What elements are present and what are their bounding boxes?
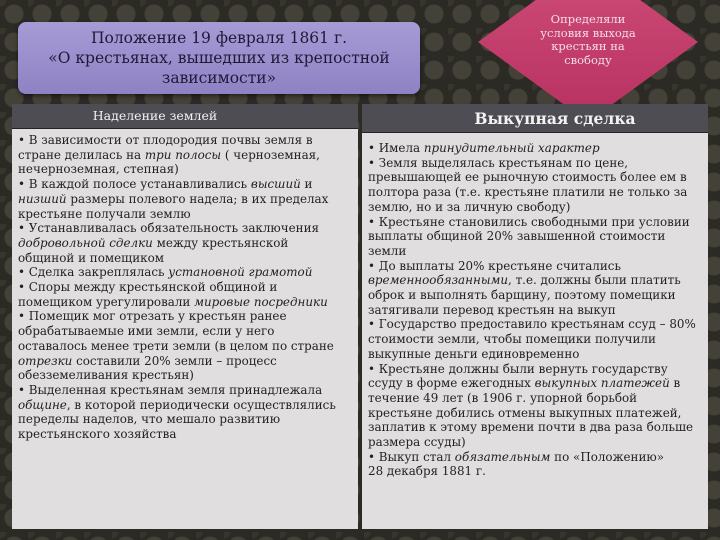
text-run: полтора раза (т.е. крестьяне платили не только за: [368, 185, 688, 200]
text-line: [18, 309, 352, 324]
text-run: общиной и помещиком: [18, 250, 164, 265]
text-run: • Выделенная крестьянам земля принадлежала: [18, 382, 323, 397]
text-run: • Помещик мог отрезать у крестьян ранее: [18, 309, 287, 324]
text-line: [368, 215, 702, 230]
text-line: [368, 406, 702, 421]
text-run: переделы наделов, что мешало развитию: [18, 412, 281, 427]
text-run: • Сделка закреплялась: [18, 265, 169, 280]
text-run: • Крестьяне должны были вернуть государству: [368, 361, 668, 376]
redemption-deal-header: Выкупная сделка: [362, 104, 708, 133]
text-run: , в которой периодически осуществлялись: [66, 397, 336, 412]
text-line: [368, 376, 702, 391]
text-line: [18, 148, 352, 163]
text-run: ( черноземная,: [221, 147, 320, 162]
text-line: [368, 259, 702, 274]
text-line: [18, 368, 352, 383]
callout-line: свободу: [564, 52, 612, 67]
text-run: обезземеливания крестьян): [18, 368, 194, 383]
redemption-deal-panel: [362, 104, 708, 528]
italic-text: установной грамотой: [168, 265, 313, 280]
text-run: землю, но и за личную свободу): [368, 199, 571, 214]
text-line: [18, 398, 352, 413]
text-run: выкупные деньги единовременно: [368, 346, 580, 361]
text-run: по «Положению»: [550, 449, 665, 464]
text-run: стоимости земли, чтобы помещики получили: [368, 332, 656, 347]
text-line: [18, 324, 352, 339]
text-run: и: [300, 177, 313, 192]
text-run: помещиком урегулировали: [18, 294, 195, 309]
title-line: Положение 19 февраля 1861 г.: [90, 29, 348, 47]
callout-line: крестьян на: [551, 39, 625, 53]
text-line: [368, 347, 702, 362]
text-run: • В каждой полосе устанавливались: [18, 177, 251, 192]
text-line: [18, 412, 352, 427]
text-run: • Устанавливалась обязательность заключения: [18, 221, 320, 236]
text-line: [368, 435, 702, 450]
text-run: выплаты общиной 20% завышенной стоимости: [368, 229, 666, 244]
land-allocation-body: [12, 129, 358, 529]
text-run: заплатив к этому времени почти в два раза больше: [368, 420, 694, 435]
title-line: зависимости»: [161, 69, 277, 87]
text-line: [368, 141, 702, 156]
text-run: между крестьянской: [152, 235, 289, 250]
text-run: , т.е. должны были платить: [508, 273, 681, 288]
text-line: [368, 200, 702, 215]
italic-text: три полосы: [144, 147, 222, 162]
text-line: [18, 280, 352, 295]
text-run: земли: [368, 243, 407, 258]
text-line: [368, 273, 702, 288]
text-run: • Имела: [368, 141, 424, 155]
text-run: обрабатываемые ими земли, если у него: [18, 324, 275, 339]
text-run: оставалось менее трети земли (в целом по стране: [18, 338, 334, 353]
text-line: [368, 464, 702, 479]
redemption-deal-body: [362, 133, 708, 529]
title-box: [18, 22, 420, 94]
callout-line: Определяли: [550, 12, 626, 26]
text-run: затягивали перевод крестьян на выкуп: [368, 302, 616, 317]
text-run: • В зависимости от плодородия почвы земля в: [18, 133, 313, 147]
text-run: 28 декабря 1881 г.: [368, 464, 486, 479]
text-run: • Земля выделялась крестьянам по цене,: [368, 155, 629, 170]
text-line: [368, 391, 702, 406]
text-line: [18, 236, 352, 251]
land-allocation-panel: [12, 104, 358, 528]
text-line: [18, 207, 352, 222]
text-run: • Споры между крестьянской общиной и: [18, 280, 278, 295]
text-run: нечерноземная, степная): [18, 162, 179, 177]
title-line: «О крестьянах, вышедших из крепостной: [48, 49, 390, 67]
italic-text: обязательным: [454, 449, 551, 464]
callout-text: [518, 13, 658, 67]
text-run: ссуду в форме ежегодных: [368, 376, 535, 391]
text-run: стране делилась на: [18, 147, 145, 162]
text-run: крестьяне получали землю: [18, 206, 191, 221]
italic-text: принудительный характер: [423, 141, 600, 155]
text-line: [18, 295, 352, 310]
text-line: [368, 185, 702, 200]
text-run: превышающей ее рыночную стоимость более ем в: [368, 170, 687, 185]
italic-text: добровольной сделки: [18, 235, 153, 250]
text-run: • До выплаты 20% крестьяне считались: [368, 258, 621, 273]
text-line: [368, 288, 702, 303]
text-line: [18, 133, 352, 148]
text-line: [368, 317, 702, 332]
text-line: [368, 244, 702, 259]
italic-text: низший: [18, 191, 67, 206]
italic-text: отрезки: [18, 353, 73, 368]
text-line: [18, 427, 352, 442]
text-line: [368, 156, 702, 171]
italic-text: выкупных платежей: [534, 376, 670, 391]
text-run: • Государство предоставило крестьянам ссуд – 80%: [368, 317, 696, 332]
text-line: [368, 332, 702, 347]
text-line: [18, 192, 352, 207]
text-run: крестьяне добились отмены выкупных платежей,: [368, 405, 682, 420]
italic-text: общине: [18, 397, 67, 412]
text-run: составили 20% земли – процесс: [72, 353, 277, 368]
text-line: [368, 450, 702, 465]
text-run: размеры полевого надела; в их пределах: [66, 191, 329, 206]
text-run: крестьянского хозяйства: [18, 427, 177, 442]
text-line: [368, 303, 702, 318]
text-line: [18, 265, 352, 280]
italic-text: временнообязанными: [368, 273, 509, 288]
text-run: • Крестьяне становились свободными при условии: [368, 214, 690, 229]
callout-line: условия выхода: [540, 25, 636, 40]
text-run: в: [669, 376, 681, 391]
text-line: [18, 339, 352, 354]
italic-text: мировые посредники: [194, 294, 328, 309]
text-run: • Выкуп стал: [368, 449, 455, 464]
text-line: [18, 251, 352, 266]
italic-text: высший: [250, 177, 301, 192]
text-run: размера ссуды): [368, 435, 466, 450]
text-run: оброк и выполнять барщину, поэтому помещики: [368, 288, 676, 303]
text-line: [368, 420, 702, 435]
text-line: [18, 354, 352, 369]
text-line: [18, 162, 352, 177]
text-line: [368, 229, 702, 244]
text-line: [18, 383, 352, 398]
land-allocation-header: Наделение землей: [12, 104, 358, 129]
text-line: [18, 221, 352, 236]
text-line: [368, 362, 702, 377]
text-line: [18, 177, 352, 192]
text-run: течение 49 лет (в 1906 г. упорной борьбой: [368, 390, 638, 405]
text-line: [368, 170, 702, 185]
